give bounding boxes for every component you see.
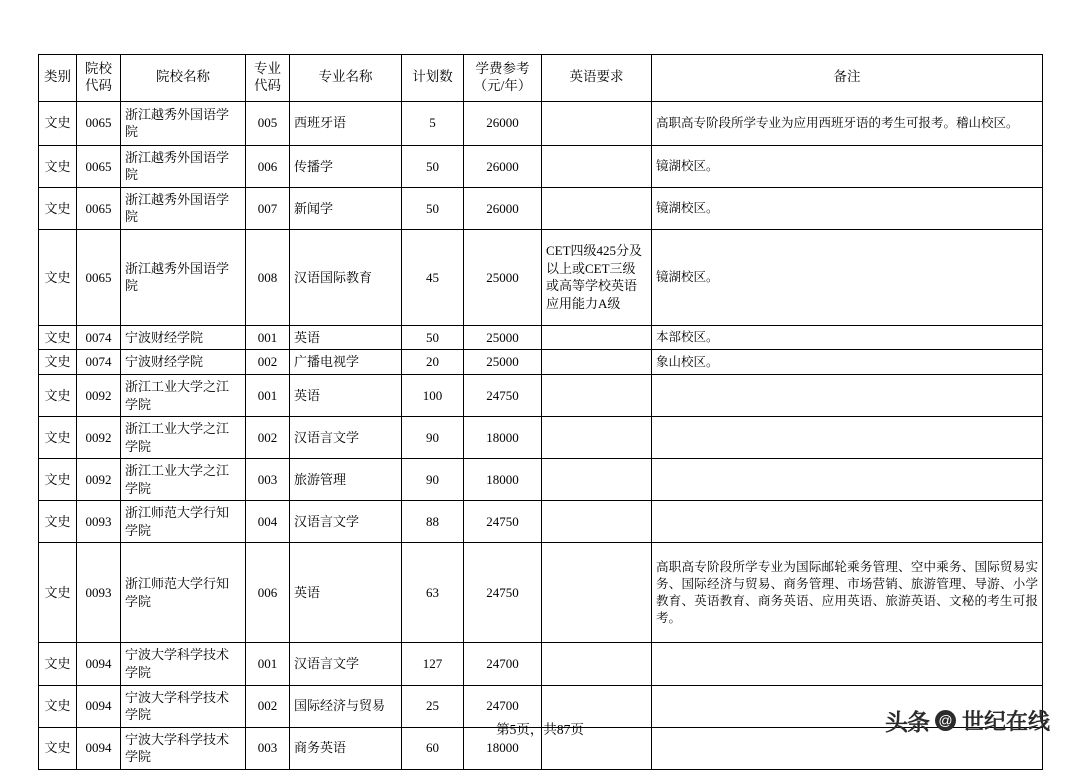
cell-note: 镜湖校区。 <box>652 229 1043 325</box>
cell-school-name: 宁波大学科学技术学院 <box>121 727 246 769</box>
cell-school-code: 0074 <box>77 350 121 375</box>
cell-major-name: 新闻学 <box>290 187 402 229</box>
cell-english <box>542 459 652 501</box>
header-major-name: 专业名称 <box>290 55 402 102</box>
cell-category: 文史 <box>39 727 77 769</box>
cell-major-code: 002 <box>246 350 290 375</box>
cell-plan-count: 50 <box>402 187 464 229</box>
cell-tuition: 25000 <box>464 229 542 325</box>
table-row <box>39 350 1043 375</box>
cell-major-name: 广播电视学 <box>290 350 402 375</box>
cell-school-code: 0093 <box>77 543 121 643</box>
table-row <box>39 229 1043 325</box>
cell-english <box>542 375 652 417</box>
cell-plan-count: 63 <box>402 543 464 643</box>
cell-major-name: 汉语言文学 <box>290 501 402 543</box>
cell-note <box>652 417 1043 459</box>
cell-category: 文史 <box>39 459 77 501</box>
cell-plan-count: 45 <box>402 229 464 325</box>
cell-major-name: 英语 <box>290 543 402 643</box>
cell-english <box>542 350 652 375</box>
cell-school-name: 浙江越秀外国语学院 <box>121 101 246 145</box>
cell-note <box>652 459 1043 501</box>
cell-note <box>652 501 1043 543</box>
cell-english <box>542 501 652 543</box>
cell-major-name: 国际经济与贸易 <box>290 685 402 727</box>
cell-major-code: 005 <box>246 101 290 145</box>
table-row <box>39 145 1043 187</box>
cell-plan-count: 88 <box>402 501 464 543</box>
cell-plan-count: 5 <box>402 101 464 145</box>
cell-school-name: 浙江工业大学之江学院 <box>121 375 246 417</box>
cell-major-name: 传播学 <box>290 145 402 187</box>
cell-category: 文史 <box>39 325 77 350</box>
cell-tuition: 25000 <box>464 325 542 350</box>
cell-major-name: 汉语国际教育 <box>290 229 402 325</box>
cell-school-name: 浙江工业大学之江学院 <box>121 417 246 459</box>
cell-school-code: 0065 <box>77 101 121 145</box>
table-body <box>39 101 1043 769</box>
cell-tuition: 24700 <box>464 643 542 685</box>
cell-school-code: 0094 <box>77 643 121 685</box>
cell-tuition: 24750 <box>464 501 542 543</box>
cell-plan-count: 90 <box>402 459 464 501</box>
cell-plan-count: 25 <box>402 685 464 727</box>
cell-major-code: 004 <box>246 501 290 543</box>
cell-plan-count: 50 <box>402 325 464 350</box>
cell-tuition: 25000 <box>464 350 542 375</box>
cell-school-code: 0094 <box>77 685 121 727</box>
cell-plan-count: 50 <box>402 145 464 187</box>
cell-note <box>652 375 1043 417</box>
cell-major-code: 001 <box>246 325 290 350</box>
cell-category: 文史 <box>39 643 77 685</box>
cell-school-code: 0093 <box>77 501 121 543</box>
header-plan-count: 计划数 <box>402 55 464 102</box>
table-row <box>39 375 1043 417</box>
cell-category: 文史 <box>39 350 77 375</box>
cell-major-name: 商务英语 <box>290 727 402 769</box>
cell-tuition: 26000 <box>464 187 542 229</box>
cell-tuition: 24750 <box>464 375 542 417</box>
cell-tuition: 26000 <box>464 145 542 187</box>
cell-major-name: 汉语言文学 <box>290 417 402 459</box>
header-english-requirement: 英语要求 <box>542 55 652 102</box>
cell-major-name: 英语 <box>290 325 402 350</box>
cell-english <box>542 145 652 187</box>
header-note: 备注 <box>652 55 1043 102</box>
cell-tuition: 26000 <box>464 101 542 145</box>
cell-school-name: 宁波大学科学技术学院 <box>121 685 246 727</box>
cell-major-code: 006 <box>246 145 290 187</box>
cell-major-name: 西班牙语 <box>290 101 402 145</box>
cell-tuition: 18000 <box>464 727 542 769</box>
at-icon: @ <box>935 710 956 731</box>
cell-school-name: 浙江越秀外国语学院 <box>121 229 246 325</box>
page-footer: 第5页，共87页 <box>496 722 584 737</box>
cell-category: 文史 <box>39 501 77 543</box>
cell-tuition: 24700 <box>464 685 542 727</box>
admission-plan-table-wrap <box>38 54 1042 770</box>
cell-school-name: 宁波大学科学技术学院 <box>121 643 246 685</box>
cell-plan-count: 90 <box>402 417 464 459</box>
admission-plan-table <box>38 54 1043 770</box>
cell-school-code: 0065 <box>77 187 121 229</box>
header-tuition: 学费参考 （元/年） <box>464 55 542 102</box>
cell-category: 文史 <box>39 229 77 325</box>
table-row <box>39 643 1043 685</box>
cell-plan-count: 100 <box>402 375 464 417</box>
cell-school-code: 0065 <box>77 229 121 325</box>
cell-school-code: 0092 <box>77 417 121 459</box>
header-school-code: 院校 代码 <box>77 55 121 102</box>
cell-category: 文史 <box>39 685 77 727</box>
cell-school-code: 0092 <box>77 375 121 417</box>
cell-category: 文史 <box>39 375 77 417</box>
table-row <box>39 501 1043 543</box>
table-row <box>39 417 1043 459</box>
header-category: 类别 <box>39 55 77 102</box>
cell-english <box>542 101 652 145</box>
cell-major-code: 001 <box>246 643 290 685</box>
table-row <box>39 543 1043 643</box>
cell-note: 镜湖校区。 <box>652 145 1043 187</box>
watermark-text: 世纪在线 <box>961 709 1050 734</box>
watermark-logo: 头条 <box>884 709 929 735</box>
cell-school-name: 宁波财经学院 <box>121 325 246 350</box>
cell-major-code: 006 <box>246 543 290 643</box>
cell-category: 文史 <box>39 101 77 145</box>
cell-category: 文史 <box>39 543 77 643</box>
cell-tuition: 18000 <box>464 459 542 501</box>
cell-major-name: 英语 <box>290 375 402 417</box>
cell-major-code: 007 <box>246 187 290 229</box>
cell-note: 镜湖校区。 <box>652 187 1043 229</box>
cell-plan-count: 60 <box>402 727 464 769</box>
cell-major-code: 008 <box>246 229 290 325</box>
cell-english <box>542 417 652 459</box>
cell-plan-count: 20 <box>402 350 464 375</box>
header-school-name: 院校名称 <box>121 55 246 102</box>
cell-school-code: 0074 <box>77 325 121 350</box>
cell-note: 高职高专阶段所学专业为应用西班牙语的考生可报考。稽山校区。 <box>652 101 1043 145</box>
cell-major-name: 汉语言文学 <box>290 643 402 685</box>
header-major-code: 专业 代码 <box>246 55 290 102</box>
header-row <box>39 55 1043 102</box>
cell-english <box>542 643 652 685</box>
cell-note: 本部校区。 <box>652 325 1043 350</box>
cell-plan-count: 127 <box>402 643 464 685</box>
cell-major-code: 001 <box>246 375 290 417</box>
cell-note: 高职高专阶段所学专业为国际邮轮乘务管理、空中乘务、国际贸易实务、国际经济与贸易、商务管理、市场营销、旅游管理、导游、小学教育、英语教育、商务英语、应用英语、旅游英语、文秘的考生可报考。 <box>652 543 1043 643</box>
cell-major-code: 002 <box>246 685 290 727</box>
cell-school-name: 宁波财经学院 <box>121 350 246 375</box>
table-row <box>39 187 1043 229</box>
cell-note: 象山校区。 <box>652 350 1043 375</box>
cell-school-code: 0092 <box>77 459 121 501</box>
cell-tuition: 18000 <box>464 417 542 459</box>
cell-major-code: 003 <box>246 459 290 501</box>
cell-category: 文史 <box>39 187 77 229</box>
watermark <box>885 704 1050 737</box>
table-row <box>39 459 1043 501</box>
cell-english <box>542 325 652 350</box>
cell-english <box>542 187 652 229</box>
cell-school-name: 浙江师范大学行知学院 <box>121 543 246 643</box>
cell-category: 文史 <box>39 145 77 187</box>
table-row <box>39 101 1043 145</box>
cell-major-code: 002 <box>246 417 290 459</box>
table-row <box>39 325 1043 350</box>
cell-category: 文史 <box>39 417 77 459</box>
cell-note <box>652 643 1043 685</box>
cell-school-code: 0094 <box>77 727 121 769</box>
cell-school-name: 浙江工业大学之江学院 <box>121 459 246 501</box>
cell-school-name: 浙江师范大学行知学院 <box>121 501 246 543</box>
cell-english: CET四级425分及以上或CET三级或高等学校英语应用能力A级 <box>542 229 652 325</box>
cell-school-name: 浙江越秀外国语学院 <box>121 187 246 229</box>
cell-major-name: 旅游管理 <box>290 459 402 501</box>
cell-school-code: 0065 <box>77 145 121 187</box>
cell-tuition: 24750 <box>464 543 542 643</box>
cell-major-code: 003 <box>246 727 290 769</box>
cell-english <box>542 543 652 643</box>
cell-school-name: 浙江越秀外国语学院 <box>121 145 246 187</box>
table-header <box>39 55 1043 102</box>
